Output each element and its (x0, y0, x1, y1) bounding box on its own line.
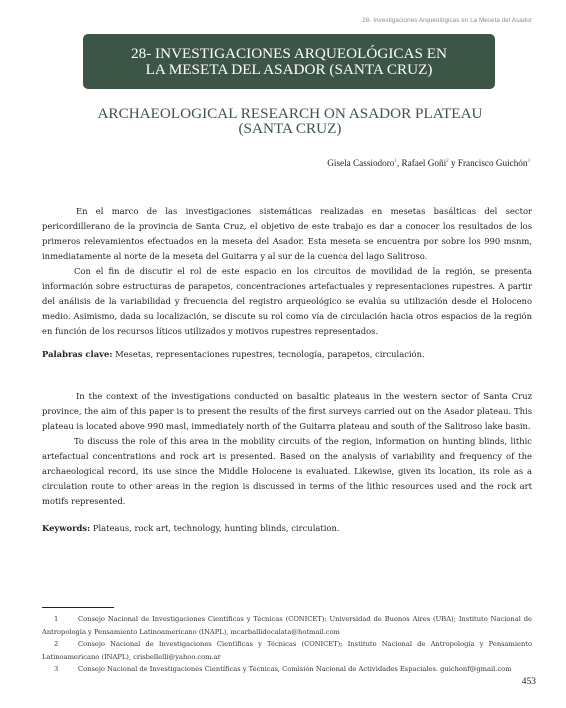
footnote (42, 663, 532, 676)
footnote-text: Consejo Nacional de Investigaciones Científicas y Técnicas (CONICET); Universidad de Buenos Aires (UBA); Instituto Nacional de Antropología y Pensamiento Latinoamericano (INAPL), mcarballidocalata@hotmail.com (42, 615, 532, 636)
footnote (42, 613, 532, 638)
abstract-english (42, 389, 532, 509)
abstract-paragraph: To discuss the role of this area in the mobility circuits of the region, information on hunting blinds, lithic artefactual concentrations and rock art is presented. Based on the analysis of variability and frequency of the archaeological record, its use since the Middle Holocene is evaluated. Likewise, given its location, its role as a circulation route to other areas in the region is discussed in terms of the lithic resources used and the rock art motifs represented. (42, 436, 532, 506)
keywords-text: Plateaus, rock art, technology, hunting blinds, circulation. (90, 523, 340, 533)
author-2-footnote-ref[interactable]: 2 (446, 158, 449, 164)
english-title-line-1: ARCHAEOLOGICAL RESEARCH ON ASADOR PLATEAU (97, 105, 483, 122)
footnote-text: Consejo Nacional de Investigaciones Científicas y Técnicas, Comisión Nacional de Actividades Espaciales. guichonf@gmail.com (78, 665, 512, 674)
abstract-paragraph: Con el fin de discutir el rol de este espacio en los circuitos de movilidad de la región, se presenta información sobre estructuras de parapetos, concentraciones artefactuales y representaciones rupestres. A partir del análisis de la variabilidad y frecuencia del registro arqueológico se evalúa su utilización desde el Holoceno medio. Asimismo, dada su localización, se discute su rol como vía de circulación hacia otros espacios de la región en función de los recursos líticos utilizados y motivos rupestres representados. (42, 266, 532, 336)
author-1-footnote-ref[interactable]: 1 (394, 158, 397, 164)
footnote-number: 1 (54, 615, 59, 623)
chapter-title-box (83, 34, 495, 89)
footnotes (42, 613, 532, 676)
keywords-label: Keywords: (42, 523, 91, 533)
keywords-english (42, 522, 532, 534)
author-separator: y (448, 158, 458, 168)
keywords-label: Palabras clave: (42, 349, 113, 359)
footnote (42, 638, 532, 663)
keywords-text: Mesetas, representaciones rupestres, tecnología, parapetos, circulación. (112, 349, 425, 359)
abstract-paragraph: En el marco de las investigaciones sistemáticas realizadas en mesetas basálticas del sector pericordillerano de la provincia de Santa Cruz, el objetivo de este trabajo es dar a conocer los resultados de los primeros relevamientos efectuados en la meseta del Asador. Esta meseta se encuentra por sobre los 990 msnm, inmediatamente al norte de la meseta del Guitarra y al sur de la cuenca del lago Salitroso. (42, 206, 532, 261)
footnote-number: 2 (54, 640, 59, 649)
english-title (60, 106, 520, 136)
english-title-line-2: (SANTA CRUZ) (238, 120, 342, 137)
author-separator: , (396, 158, 402, 168)
author-3-footnote-ref[interactable]: 3 (527, 158, 530, 164)
footnote-text: Consejo Nacional de Investigaciones Científicas y Técnicas (CONICET); Instituto Nacional de Antropología y Pensamiento Latinoamericano (INAPL), crisbellelli@yahoo.com.ar (42, 640, 532, 661)
chapter-title-line-2: LA MESETA DEL ASADOR (SANTA CRUZ) (145, 60, 433, 78)
abstract-paragraph: In the context of the investigations conducted on basaltic plateaus in the western sector of Santa Cruz province, the aim of this paper is to present the results of the first surveys carried out on the Asador plateau. This plateau is located above 990 masl, immediately north of the Guitarra plateau and south of the Salitroso lake basin. (42, 391, 532, 431)
page-number: 453 (521, 677, 536, 687)
running-head: 28- Investigaciones Arqueológicas en La Meseta del Asador (362, 17, 532, 24)
author-3: Francisco Guichón (457, 158, 528, 168)
abstract-spanish (42, 204, 532, 339)
chapter-title-line-1: 28- INVESTIGACIONES ARQUEOLÓGICAS EN (131, 44, 447, 62)
keywords-spanish (42, 348, 532, 360)
author-2: Rafael Goñi (401, 158, 447, 168)
author-list (327, 158, 530, 168)
author-1: Gisela Cassiodoro (327, 158, 395, 168)
footnote-separator (42, 607, 114, 608)
footnote-number: 3 (54, 665, 59, 674)
